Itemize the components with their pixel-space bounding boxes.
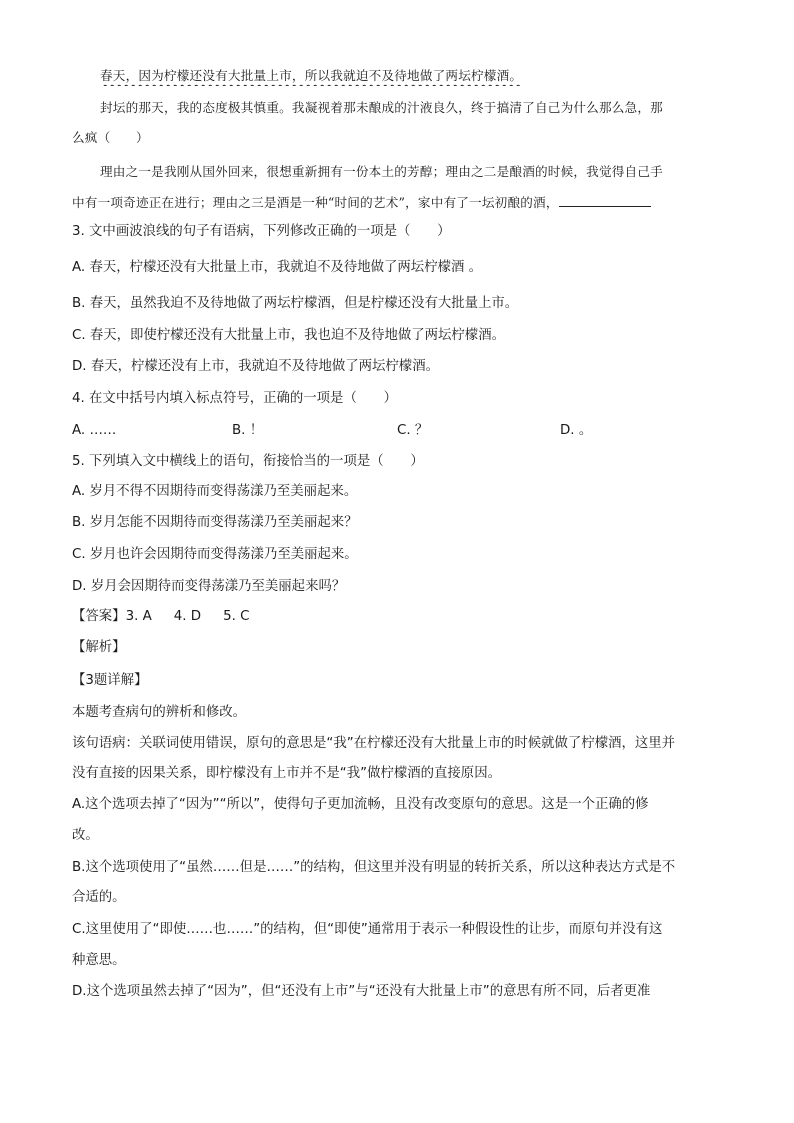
question-5-stem: 5. 下列填入文中横线上的语句，衔接恰当的一项是（ ） (72, 454, 424, 469)
question-4-option-a: A. …… (72, 423, 117, 438)
wavy-underlined-sentence: 春天，因为柠檬还没有大批量上市，所以我就迫不及待地做了两坛柠檬酒。 (100, 68, 523, 83)
explanation-line-3: 没有直接的因果关系，即柠檬没有上市并不是“我”做柠檬酒的直接原因。 (72, 766, 501, 781)
passage-paragraph-3-line-2 (72, 193, 722, 213)
question-3-detail-label: 【3题详解】 (72, 673, 148, 688)
question-5-option-a: A. 岁月不得不因期待而变得荡漾乃至美丽起来。 (72, 484, 358, 499)
question-4-stem: 4. 在文中括号内填入标点符号，正确的一项是（ ） (72, 391, 398, 406)
answer-item-5: 5. C (223, 609, 250, 624)
fill-in-blank-line (559, 193, 651, 207)
question-5-option-b: B. 岁月怎能不因期待而变得荡漾乃至美丽起来？ (72, 515, 358, 530)
explanation-line-4: A.这个选项去掉了“因为”“所以”，使得句子更加流畅，且没有改变原句的意思。这是一个正确的修 (72, 797, 649, 812)
question-3-option-d: D. 春天，柠檬还没有上市，我就迫不及待地做了两坛柠檬酒。 (72, 359, 439, 374)
explanation-line-10: D.这个选项虽然去掉了“因为”，但“还没有上市”与“还没有大批量上市”的意思有所不同，后者更准 (72, 984, 651, 999)
explanation-line-2: 该句语病：关联词使用错误，原句的意思是“我”在柠檬还没有大批量上市的时候就做了柠檬酒，这里并 (72, 736, 676, 751)
answer-item-3: 3. A (125, 609, 152, 624)
question-3-option-b: B. 春天，虽然我迫不及待地做了两坛柠檬酒，但是柠檬还没有大批量上市。 (72, 296, 519, 311)
explanation-line-8: C.这里使用了“即使……也……”的结构，但“即使”通常用于表示一种假设性的让步，而原句并没有这 (72, 922, 663, 937)
answer-item-4: 4. D (173, 609, 202, 624)
question-4-options (72, 421, 722, 441)
explanation-line-9: 种意思。 (72, 953, 126, 968)
explanation-line-1: 本题考查病句的辨析和修改。 (72, 705, 247, 720)
question-3-stem: 3. 文中画波浪线的句子有语病，下列修改正确的一项是（ ） (72, 224, 451, 239)
passage-wavy-line (100, 66, 722, 86)
answer-line (72, 607, 722, 627)
passage-paragraph-3-text: 中有一项奇迹正在进行；理由之三是酒是一种“时间的艺术”，家中有了一坛初酿的酒， (72, 195, 559, 210)
answer-label: 【答案】 (72, 609, 126, 624)
explanation-line-7: 合适的。 (72, 890, 126, 905)
passage-paragraph-3-line-1: 理由之一是我刚从国外回来，很想重新拥有一份本土的芳醇；理由之二是酿酒的时候，我觉得自己手 (100, 164, 663, 179)
question-3-option-a: A. 春天，柠檬还没有大批量上市，我就迫不及待地做了两坛柠檬酒 。 (72, 260, 483, 275)
question-4-option-d: D. 。 (560, 423, 593, 438)
question-5-option-c: C. 岁月也许会因期待而变得荡漾乃至美丽起来。 (72, 547, 358, 562)
explanation-line-6: B.这个选项使用了“虽然……但是……”的结构，但这里并没有明显的转折关系，所以这种表达方式是不 (72, 860, 676, 875)
passage-paragraph-2-line-2: 么疯（ ） (72, 130, 149, 145)
explanation-line-5: 改。 (72, 828, 99, 843)
question-4-option-b: B. ！ (232, 423, 264, 438)
analysis-label: 【解析】 (72, 640, 126, 655)
question-5-option-d: D. 岁月会因期待而变得荡漾乃至美丽起来吗？ (72, 579, 346, 594)
passage-paragraph-2-line-1: 封坛的那天，我的态度极其慎重。我凝视着那未酿成的汁液良久，终于搞清了自己为什么那么急，那 (100, 100, 663, 115)
question-4-option-c: C. ？ (397, 423, 429, 438)
question-3-option-c: C. 春天，即使柠檬还没有大批量上市，我也迫不及待地做了两坛柠檬酒。 (72, 328, 505, 343)
